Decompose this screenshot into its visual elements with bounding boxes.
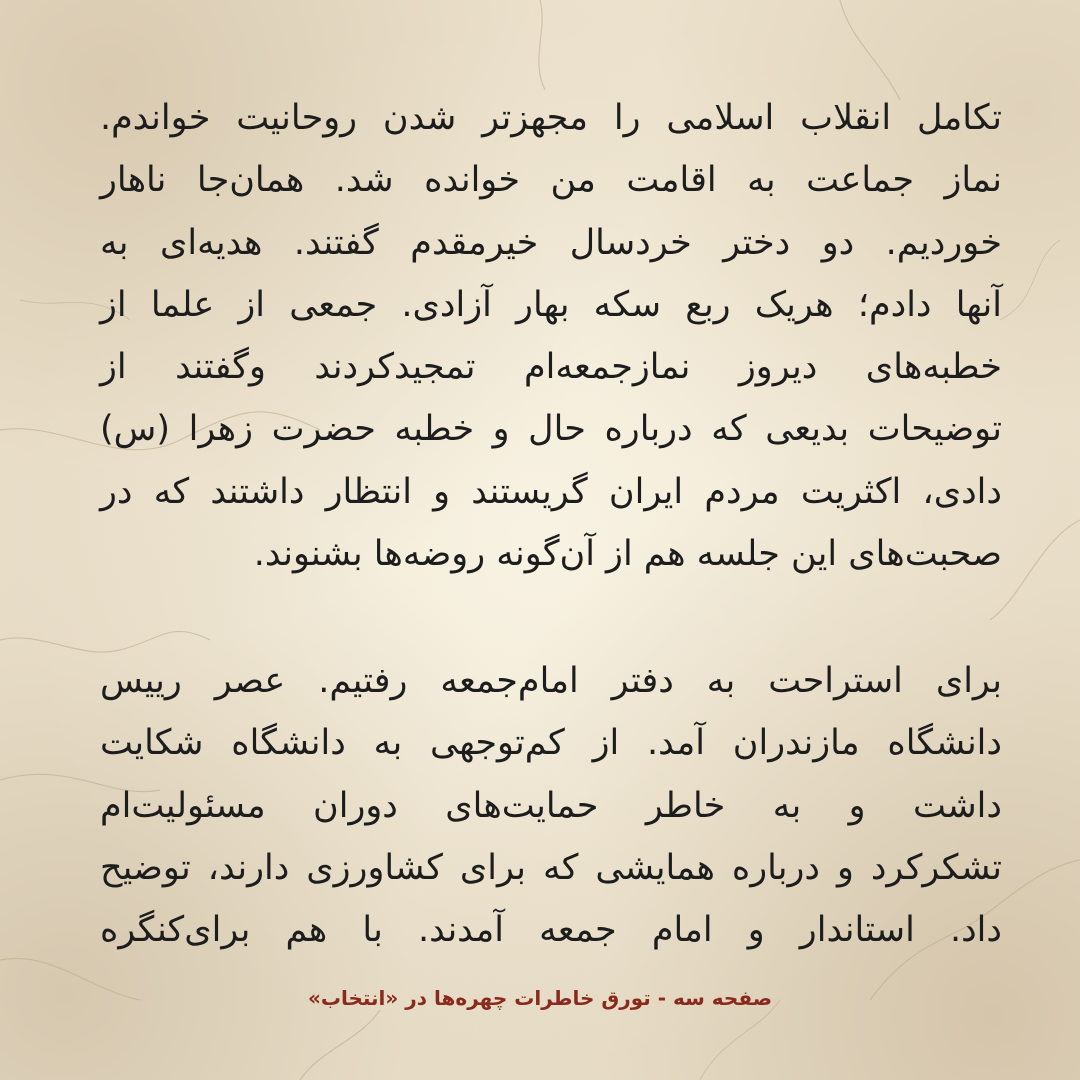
paragraph-2 xyxy=(100,650,1002,961)
paragraph-line: خطبه‌های دیروز نمازجمعه‌ام تمجیدکردند وگفتند از xyxy=(100,347,1002,388)
paragraph-line: توضیحات بدیعی که درباره حال و خطبه حضرت زهرا (س) xyxy=(100,409,1002,450)
paragraph-line: دادی، اکثریت مردم ایران گریستند و انتظار داشتند که در xyxy=(100,471,1002,512)
paragraph-line: خوردیم. دو دختر خردسال خیرمقدم گفتند. هدیه‌ای به xyxy=(100,222,1002,263)
paragraph-line: داشت و به خاطر حمایت‌های دوران مسئولیت‌ام xyxy=(100,785,1002,826)
paragraph-line: نماز جماعت به اقامت من خوانده شد. همان‌جا ناهار xyxy=(100,160,1002,201)
paragraph-line: داد. استاندار و امام جمعه آمدند. با هم برای‌کنگره xyxy=(100,910,1002,951)
paragraph-line: برای استراحت به دفتر امام‌جمعه رفتیم. عصر رییس xyxy=(100,661,1002,701)
paragraph-line: آنها دادم؛ هریک ربع سکه بهار آزادی. جمعی از علما از xyxy=(100,284,1002,325)
paragraph-line: دانشگاه مازندران آمد. از کم‌توجهی به دانشگاه شکایت xyxy=(100,723,1002,764)
page-footer: صفحه سه - تورق خاطرات چهره‌ها در «انتخاب» xyxy=(307,986,773,1010)
paragraph-line: تشکرکرد و درباره همایشی که برای کشاورزی دارند، توضیح xyxy=(100,847,1002,888)
paragraph-1 xyxy=(100,87,1002,585)
paragraph-line: تکامل انقلاب اسلامی را مجهزتر شدن روحانیت خواندم. xyxy=(100,98,1002,138)
paragraph-line: صحبت‌های این جلسه هم از آن‌گونه روضه‌ها بشنوند. xyxy=(253,534,1002,575)
